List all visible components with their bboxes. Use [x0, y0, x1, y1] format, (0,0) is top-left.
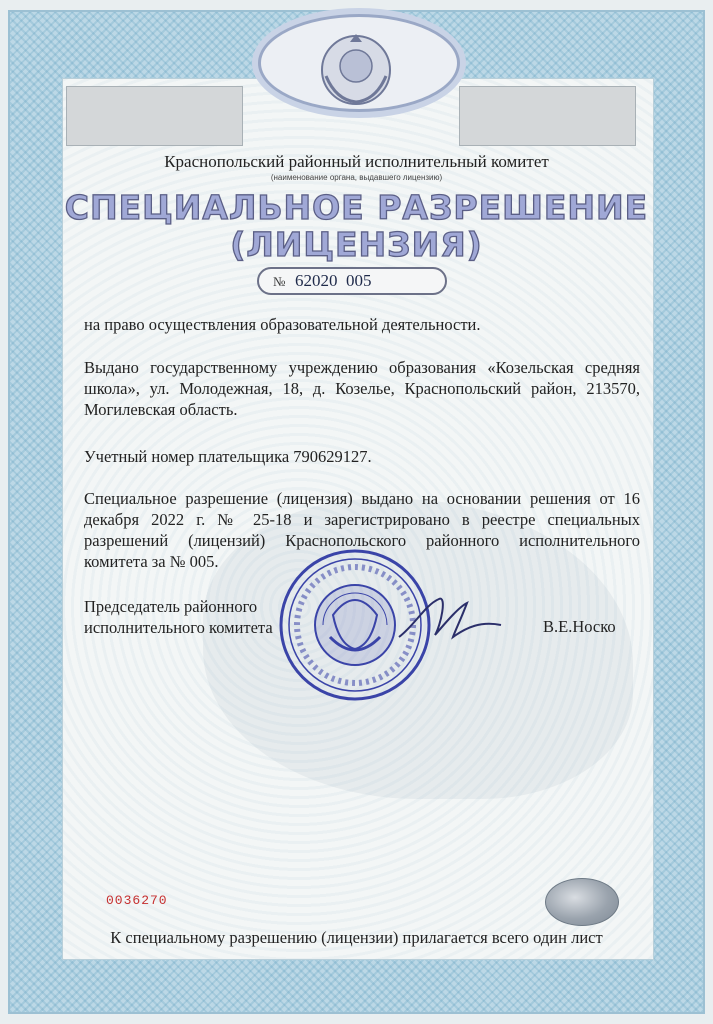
taxpayer-number: Учетный номер плательщика 790629127. — [84, 447, 372, 466]
signer-name: В.Е.Носко — [543, 617, 616, 636]
handwritten-signature — [395, 585, 505, 655]
position-line-2: исполнительного комитета — [84, 618, 273, 637]
license-purpose: на право осуществления образовательной деятельности. — [84, 315, 481, 334]
signer-position — [84, 596, 273, 638]
serial-number: 0036270 — [106, 893, 168, 908]
license-number: 62020 005 — [295, 271, 372, 290]
hologram-sticker — [545, 878, 619, 926]
number-sign: № — [273, 274, 286, 289]
blank-field-left — [66, 86, 243, 146]
attachment-note: К специальному разрешению (лицензии) прилагается всего один лист — [110, 928, 603, 947]
license-basis: Специальное разрешение (лицензия) выдано на основании решения от 16 декабря 2022 г. № 25-18 и зарегистрировано в реестре специальных разрешений (лицензий) Краснопольского районного исполнительного комитета за № 005. — [84, 489, 640, 571]
blank-field-right — [459, 86, 636, 146]
document-title: СПЕЦИАЛЬНОЕ РАЗРЕШЕНИЕ — [64, 188, 649, 227]
state-emblem-icon — [316, 30, 396, 110]
issuing-authority: Краснопольский районный исполнительный комитет — [164, 152, 549, 171]
position-line-1: Председатель районного — [84, 597, 258, 616]
document-subtitle: (ЛИЦЕНЗИЯ) — [230, 225, 483, 264]
authority-caption: (наименование органа, выдавшего лицензию) — [270, 173, 443, 182]
license-number-box — [257, 267, 447, 295]
license-holder: Выдано государственному учреждению образования «Козельская средняя школа», ул. Молодежная, 18, д. Козелье, Краснопольский район, 213570, Могилевская область. — [84, 358, 640, 419]
